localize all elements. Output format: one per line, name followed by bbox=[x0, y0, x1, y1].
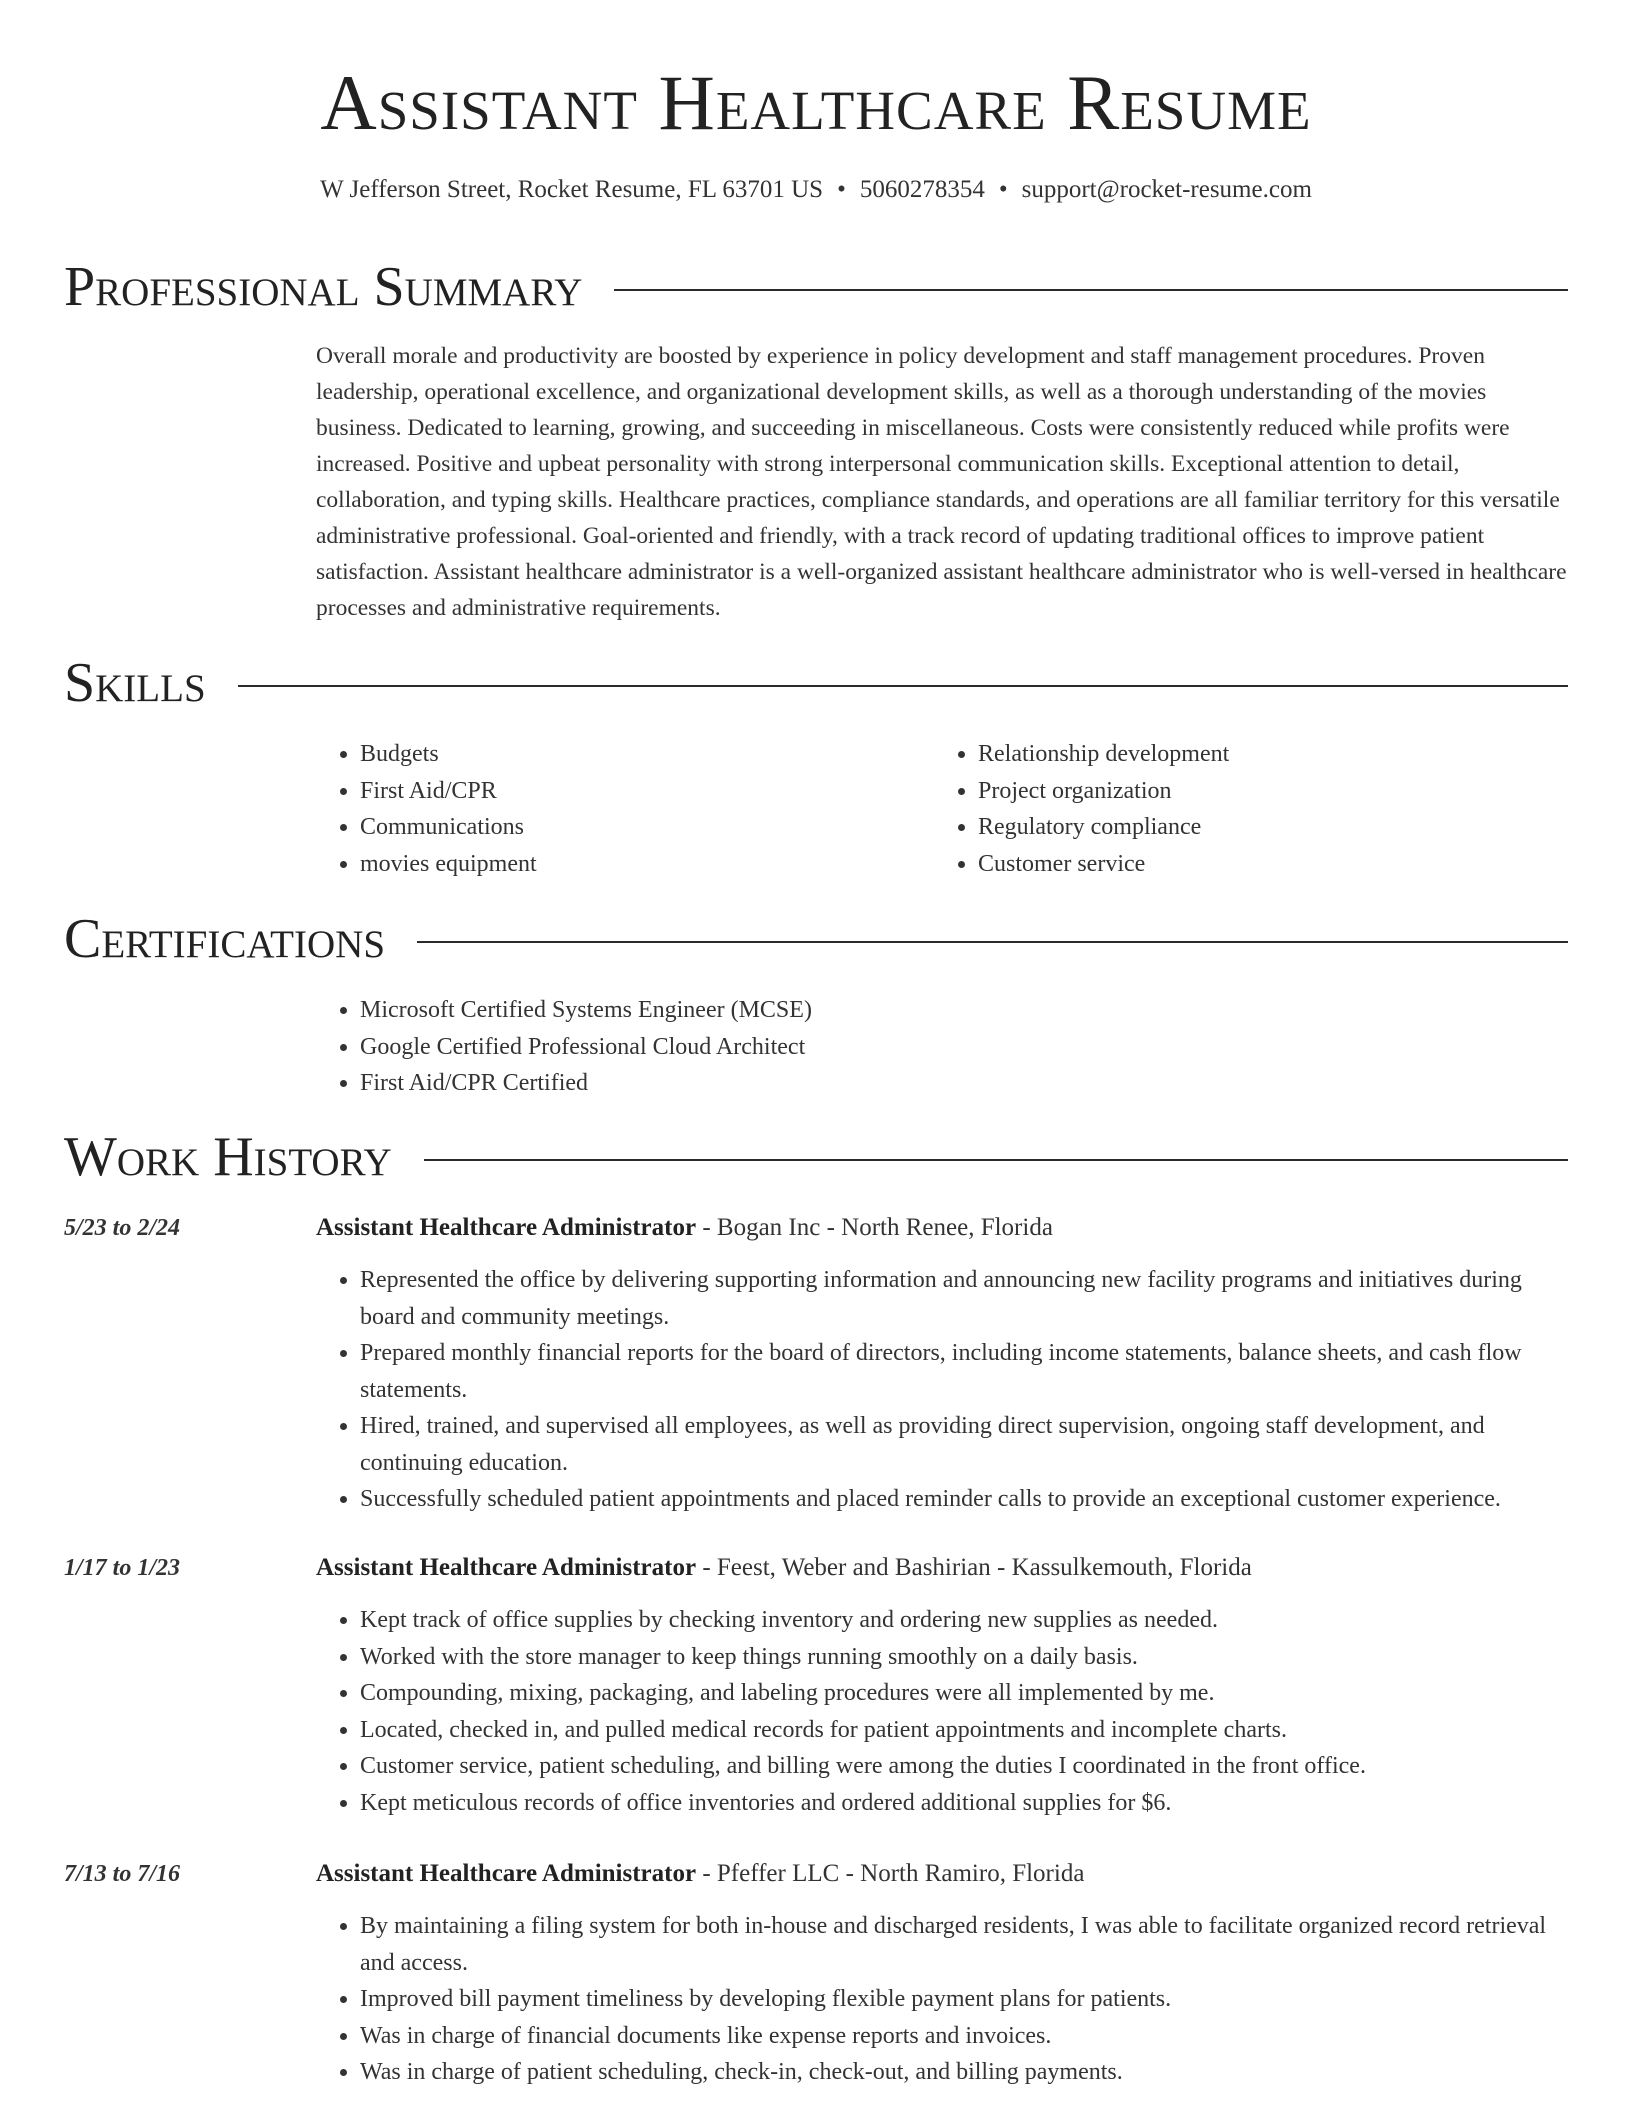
duty-item: • Represented the office by delivering supporting information and announcing new facility programs and initiatives during board and community meetings. bbox=[360, 1262, 1568, 1335]
job-title: Assistant Healthcare Administrator bbox=[316, 1860, 697, 1887]
skill-item: • Regulatory compliance bbox=[978, 809, 1534, 846]
job-heading bbox=[316, 1856, 1084, 1892]
section-divider bbox=[417, 941, 1568, 943]
skill-item: • Budgets bbox=[360, 736, 916, 773]
skills-column-left bbox=[316, 736, 916, 882]
contact-separator: • bbox=[998, 176, 1008, 203]
job-company: - Bogan Inc - North Renee, Florida bbox=[702, 1214, 1053, 1241]
contact-separator: • bbox=[837, 176, 846, 203]
job-title: Assistant Healthcare Administrator bbox=[316, 1554, 697, 1581]
section-divider bbox=[238, 685, 1568, 687]
duty-item: • Customer service, patient scheduling, and billing were among the duties I coordinated in the front office. bbox=[360, 1748, 1568, 1785]
certifications-list bbox=[316, 992, 1568, 1102]
duty-item: • Was in charge of financial documents like expense reports and invoices. bbox=[360, 2018, 1568, 2055]
job-duties bbox=[316, 1602, 1568, 1821]
skills-section-heading bbox=[64, 648, 1568, 718]
contact-address: W Jefferson Street, Rocket Resume, FL 63701 US bbox=[320, 176, 824, 203]
duty-item: • Successfully scheduled patient appointments and placed reminder calls to provide an exceptional customer experience. bbox=[360, 1481, 1568, 1518]
summary-text: Overall morale and productivity are boosted by experience in policy development and staff management procedures. Proven leadership, operational excellence, and organizational development skills, as well as a thorough understanding of the movies business. Dedicated to learning, growing, and succeeding in miscellaneous. Costs were consistently reduced while profits were increased. Positive and upbeat personality with strong interpersonal communication skills. Exceptional attention to detail, collaboration, and typing skills. Healthcare practices, compliance standards, and operations are all familiar territory for this versatile administrative professional. Goal-oriented and friendly, with a track record of updating traditional offices to improve patient satisfaction. Assistant healthcare administrator is a well-organized assistant healthcare administrator who is well-versed in healthcare processes and administrative requirements. bbox=[316, 343, 1567, 621]
summary-heading: Professional Summary bbox=[64, 256, 583, 318]
skill-item: • movies equipment bbox=[360, 846, 916, 883]
duty-item: • Hired, trained, and supervised all employees, as well as providing direct supervision, ongoing staff development, and continuing education. bbox=[360, 1408, 1568, 1481]
work-history-heading: Work History bbox=[64, 1126, 392, 1188]
job-heading bbox=[316, 1550, 1252, 1586]
duty-item: • Improved bill payment timeliness by developing flexible payment plans for patients. bbox=[360, 1981, 1568, 2018]
job-company: - Feest, Weber and Bashirian - Kassulkemouth, Florida bbox=[702, 1554, 1252, 1581]
job-title: Assistant Healthcare Administrator bbox=[316, 1214, 697, 1241]
job-dates: 5/23 to 2/24 bbox=[64, 1215, 181, 1241]
certification-item: • First Aid/CPR Certified bbox=[360, 1065, 1568, 1102]
duty-item: • Compounding, mixing, packaging, and labeling procedures were all implemented by me. bbox=[360, 1675, 1568, 1712]
job-duties bbox=[316, 1262, 1568, 1518]
certification-item: • Microsoft Certified Systems Engineer (MCSE) bbox=[360, 992, 1568, 1029]
job-dates: 1/17 to 1/23 bbox=[64, 1555, 181, 1581]
duty-item: • Prepared monthly financial reports for the board of directors, including income statements, balance sheets, and cash flow statements. bbox=[360, 1335, 1568, 1408]
duty-item: • Kept meticulous records of office inventories and ordered additional supplies for $6. bbox=[360, 1785, 1568, 1822]
section-divider bbox=[424, 1159, 1568, 1161]
skill-item: • First Aid/CPR bbox=[360, 773, 916, 810]
skill-item: • Relationship development bbox=[978, 736, 1534, 773]
skills-column-right bbox=[934, 736, 1534, 882]
duty-item: • Kept track of office supplies by checking inventory and ordering new supplies as needed. bbox=[360, 1602, 1568, 1639]
skill-item: • Customer service bbox=[978, 846, 1534, 883]
work-history-section-heading bbox=[64, 1122, 1568, 1192]
summary-section-heading bbox=[64, 252, 1568, 322]
duty-item: • Worked with the store manager to keep things running smoothly on a daily basis. bbox=[360, 1639, 1568, 1676]
contact-email: support@rocket-resume.com bbox=[1021, 176, 1312, 203]
certifications-heading: Certifications bbox=[64, 908, 386, 970]
job-dates: 7/13 to 7/16 bbox=[64, 1861, 181, 1887]
skills-heading: Skills bbox=[64, 652, 206, 714]
page-title: Assistant Healthcare Resume bbox=[320, 59, 1312, 146]
contact-phone: 5060278354 bbox=[859, 176, 985, 203]
contact-line bbox=[0, 176, 1632, 204]
section-divider bbox=[614, 289, 1568, 291]
job-heading bbox=[316, 1210, 1053, 1246]
skill-item: • Project organization bbox=[978, 773, 1534, 810]
job-company: - Pfeffer LLC - North Ramiro, Florida bbox=[702, 1860, 1085, 1887]
certifications-section-heading bbox=[64, 904, 1568, 974]
duty-item: • Located, checked in, and pulled medical records for patient appointments and incomplete charts. bbox=[360, 1712, 1568, 1749]
duty-item: • By maintaining a filing system for both in-house and discharged residents, I was able to facilitate organized record retrieval and access. bbox=[360, 1908, 1568, 1981]
job-duties bbox=[316, 1908, 1568, 2091]
duty-item: • Was in charge of patient scheduling, check-in, check-out, and billing payments. bbox=[360, 2054, 1568, 2091]
certification-item: • Google Certified Professional Cloud Architect bbox=[360, 1029, 1568, 1066]
skill-item: • Communications bbox=[360, 809, 916, 846]
